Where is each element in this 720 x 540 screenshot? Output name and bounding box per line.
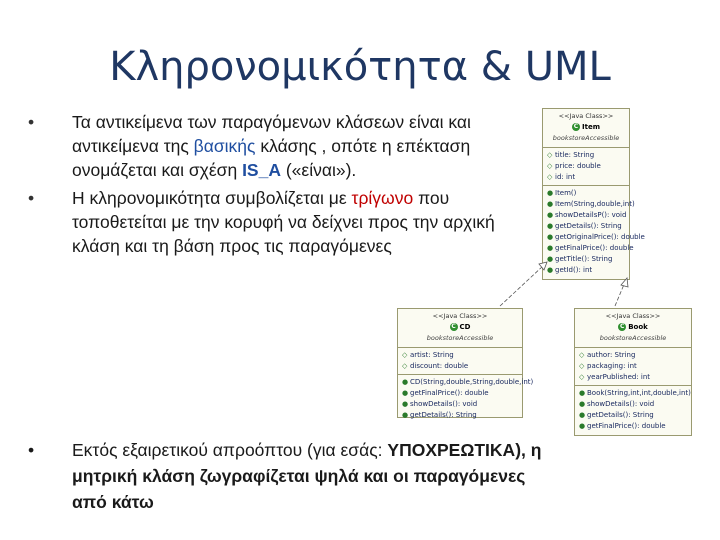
- uml-method: [547, 221, 625, 232]
- class-icon: C: [619, 323, 625, 330]
- uml-method-text: getTitle(): String: [555, 255, 613, 263]
- bullet-3: [28, 437, 548, 515]
- uml-stereotype: <<Java Class>>: [605, 312, 661, 320]
- bullet-1-text-a: Τα αντικείμενα των παραγόμενων κλάσεων είναι και αντικείμενα της: [72, 112, 471, 156]
- uml-header: [575, 309, 691, 348]
- uml-method: [547, 210, 625, 221]
- class-icon: C: [573, 123, 579, 130]
- uml-method-text: Item(): [555, 189, 577, 197]
- uml-method-text: getDetails(): String: [410, 411, 477, 419]
- uml-class-name-text: Item: [582, 123, 600, 131]
- uml-method-text: getFinalPrice(): double: [587, 422, 666, 430]
- uml-method: [579, 410, 687, 421]
- uml-class-book: [574, 308, 692, 436]
- slide-title: Κληρονομικότητα & UML: [109, 44, 611, 90]
- bullet-1: [28, 110, 528, 182]
- field-icon: ◇: [579, 362, 585, 370]
- uml-attribute: [579, 350, 687, 361]
- uml-attribute-text: title: String: [555, 151, 595, 159]
- bullet-2-text-b: που τοποθετείται με την κορυφή να δείχνει προς την αρχική κλάση και τη βάση προς τις παραγόμενες: [72, 188, 495, 256]
- bullet-2-text-a: Η κληρονομικότητα συμβολίζεται με: [72, 188, 352, 208]
- uml-attribute-text: yearPublished: int: [587, 373, 651, 381]
- method-icon: ●: [547, 233, 554, 241]
- method-icon: ●: [402, 400, 409, 408]
- uml-attribute: [579, 372, 687, 383]
- uml-methods: [575, 386, 691, 434]
- uml-method-text: showDetailsP(): void: [555, 211, 627, 219]
- uml-attribute: [402, 350, 518, 361]
- constructor-icon: ●: [402, 378, 409, 386]
- bullet-1-highlight-base: βασικής: [193, 136, 256, 156]
- method-icon: ●: [547, 211, 554, 219]
- uml-attribute-text: id: int: [555, 173, 576, 181]
- uml-method-text: getId(): int: [555, 266, 593, 274]
- uml-header: [398, 309, 522, 348]
- uml-attribute-text: packaging: int: [587, 362, 637, 370]
- uml-method-text: getFinalPrice(): double: [555, 244, 634, 252]
- bullet-1-text-b: κλάσης , οπότε η επέκταση ονομάζεται και σχέση: [72, 136, 471, 180]
- uml-attribute-text: price: double: [555, 162, 601, 170]
- uml-attribute: [547, 161, 625, 172]
- arrow-line-cd: [500, 266, 543, 306]
- uml-package: bookstoreAccessible: [552, 134, 620, 142]
- uml-method: [547, 199, 635, 210]
- uml-method: [547, 232, 645, 243]
- uml-stereotype: <<Java Class>>: [558, 112, 614, 120]
- uml-method-text: getDetails(): String: [555, 222, 622, 230]
- method-icon: ●: [547, 222, 554, 230]
- field-icon: ◇: [402, 351, 408, 359]
- method-icon: ●: [579, 422, 586, 430]
- uml-method: [579, 421, 687, 432]
- uml-method: [579, 388, 691, 399]
- uml-method: [402, 388, 518, 399]
- uml-attributes: [398, 348, 522, 375]
- uml-class-name-text: Book: [628, 323, 648, 331]
- uml-method: [579, 399, 687, 410]
- field-icon: ◇: [547, 162, 553, 170]
- uml-method-text: getDetails(): String: [587, 411, 654, 419]
- method-icon: ●: [402, 389, 409, 397]
- uml-attribute: [402, 361, 518, 372]
- uml-method-text: Item(String,double,int): [555, 200, 635, 208]
- bullet-2: [28, 186, 528, 258]
- uml-method: [402, 377, 534, 388]
- uml-class-cd: [397, 308, 534, 419]
- uml-class-item: [542, 108, 645, 280]
- uml-attribute-text: author: String: [587, 351, 636, 359]
- uml-package: bookstoreAccessible: [599, 334, 667, 342]
- bullet-marker: •: [28, 188, 35, 208]
- field-icon: ◇: [547, 173, 553, 181]
- uml-method: [402, 399, 518, 410]
- method-icon: ●: [579, 411, 586, 419]
- bullet-2-highlight-triangle: τρίγωνο: [351, 188, 414, 208]
- uml-methods: [398, 375, 534, 423]
- uml-stereotype: <<Java Class>>: [432, 312, 488, 320]
- class-icon: C: [451, 323, 456, 330]
- uml-attributes: [543, 148, 629, 186]
- bullet-marker: •: [28, 112, 35, 132]
- uml-attribute-text: discount: double: [410, 362, 469, 370]
- field-icon: ◇: [579, 373, 585, 381]
- uml-attribute: [547, 150, 625, 161]
- bullet-list: [28, 110, 528, 262]
- uml-method-text: CD(String,double,String,double,int): [410, 378, 534, 386]
- method-icon: ●: [547, 244, 554, 252]
- method-icon: ●: [402, 411, 409, 419]
- uml-attribute: [547, 172, 625, 183]
- bullet-1-highlight-isa: IS_A: [242, 160, 281, 180]
- uml-methods: [543, 186, 645, 278]
- uml-attribute-text: artist: String: [410, 351, 454, 359]
- uml-package: bookstoreAccessible: [426, 334, 494, 342]
- uml-method-text: showDetails(): void: [410, 400, 478, 408]
- constructor-icon: ●: [579, 389, 586, 397]
- field-icon: ◇: [579, 351, 585, 359]
- uml-method: [547, 265, 625, 276]
- uml-class-name-text: CD: [459, 323, 471, 331]
- method-icon: ●: [547, 255, 554, 263]
- method-icon: ●: [579, 400, 586, 408]
- uml-method-text: getFinalPrice(): double: [410, 389, 489, 397]
- uml-class-name: [398, 322, 522, 333]
- bullet-3-text-a: Εκτός εξαιρετικού απροόπτου (για εσάς:: [72, 440, 388, 460]
- uml-method: [547, 188, 625, 199]
- uml-header: [543, 109, 629, 148]
- bullet-marker: •: [28, 440, 35, 460]
- constructor-icon: ●: [547, 200, 554, 208]
- uml-method-text: getOriginalPrice(): double: [555, 233, 645, 241]
- bullet-3-text-b: ΥΠΟΧΡΕΩΤΙΚΑ), η μητρική κλάση ζωγραφίζεται ψηλά και οι παραγόμενες από κάτω: [72, 440, 542, 512]
- field-icon: ◇: [402, 362, 408, 370]
- uml-class-name: [543, 122, 629, 133]
- uml-method: [547, 254, 625, 265]
- field-icon: ◇: [547, 151, 553, 159]
- uml-method-text: Book(String,int,int,double,int): [587, 389, 691, 397]
- uml-class-name: [575, 322, 691, 333]
- uml-method: [402, 410, 518, 421]
- constructor-icon: ●: [547, 189, 554, 197]
- uml-attributes: [575, 348, 691, 386]
- method-icon: ●: [547, 266, 554, 274]
- bullet-1-text-c: («είναι»).: [280, 160, 357, 180]
- uml-method-text: showDetails(): void: [587, 400, 655, 408]
- uml-attribute: [579, 361, 687, 372]
- arrow-line-book: [615, 282, 625, 306]
- uml-method: [547, 243, 634, 254]
